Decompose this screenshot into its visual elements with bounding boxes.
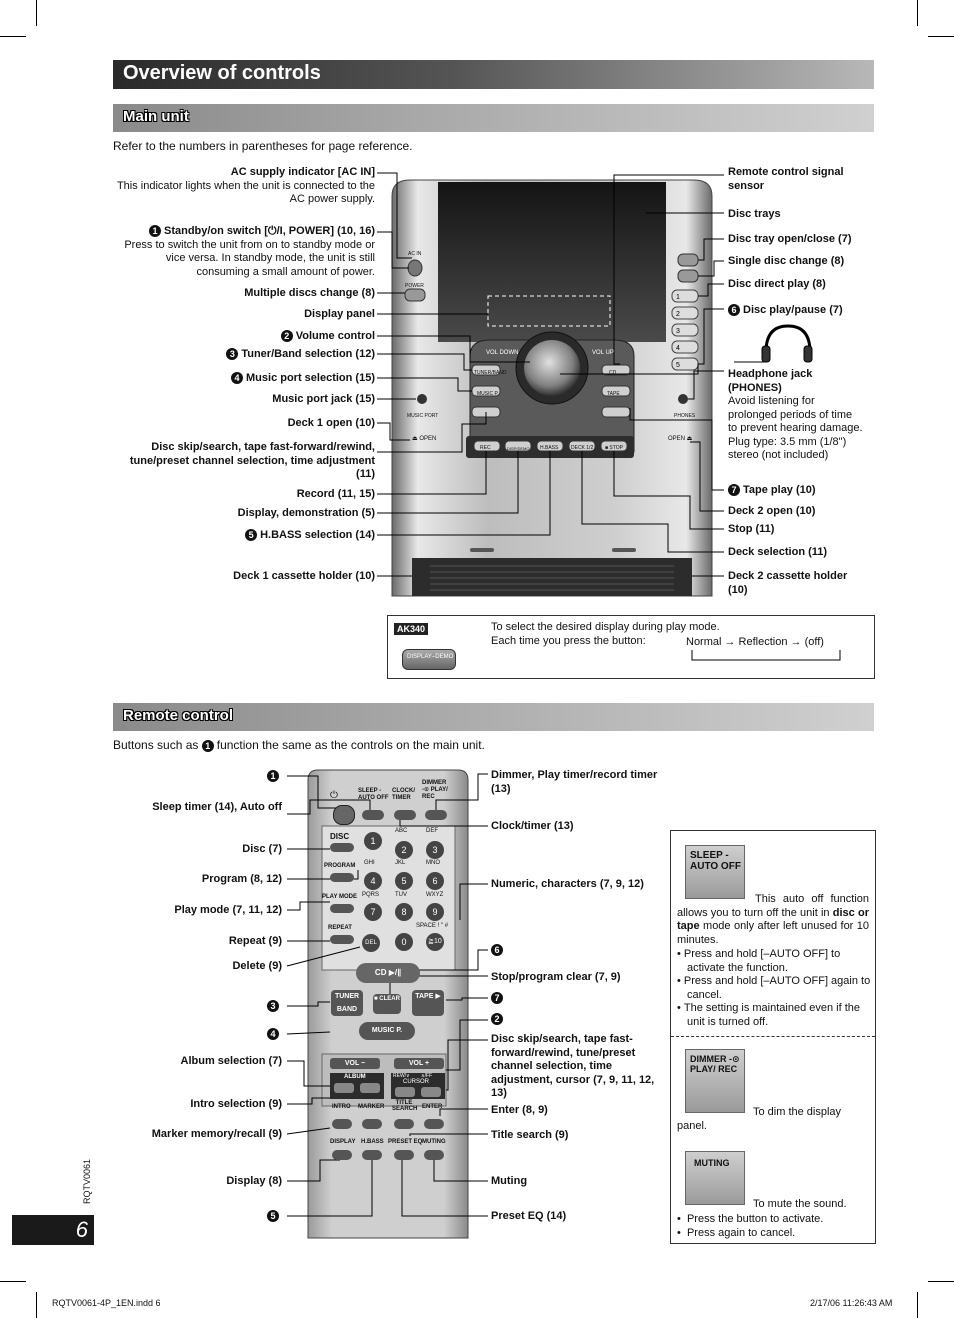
remote-row-display	[330, 1139, 450, 1169]
label-multi-disc: Multiple discs change (8)	[244, 287, 375, 299]
crop-mark	[917, 1292, 918, 1318]
ak340-box	[387, 615, 875, 679]
tray-open-button	[678, 254, 698, 266]
remote-clock-button[interactable]	[394, 810, 416, 820]
label-stop: Stop (11)	[728, 523, 775, 535]
remote-preset-label: PRESET EQ	[388, 1139, 423, 1145]
section-title: Main unit	[123, 108, 189, 125]
remote-disc-label: DISC	[330, 832, 350, 841]
remote-ff-button[interactable]	[421, 1087, 441, 1097]
footer-date: 2/17/06 11:26:43 AM	[810, 1298, 893, 1308]
remote-numpad	[360, 828, 460, 978]
unit-vol-up: VOL UP	[592, 350, 614, 356]
remote-repeat-button[interactable]	[330, 935, 354, 944]
label-tape-play: 7 Tape play (10)	[728, 484, 816, 498]
remote-letters-mno: MNO	[426, 860, 440, 866]
label-skip: Disc skip/search, tape fast-forward/rewind, tune/preset channel selection, time adjustment (11)	[129, 441, 375, 480]
sleep-bullet: • Press and hold [–AUTO OFF] to activate the function.	[677, 948, 841, 974]
label-play-mode: Play mode (7, 11, 12)	[174, 904, 282, 916]
label-intro: Intro selection (9)	[190, 1098, 282, 1110]
disc-direct-5-button[interactable]: 5	[676, 362, 680, 369]
remote-intro-label: INTRO	[332, 1104, 351, 1110]
single-disc-button	[678, 270, 698, 282]
doc-code-vertical: RQTV0061	[82, 1158, 92, 1204]
unit-vol-down: VOL DOWN	[486, 350, 519, 356]
label-enter: Enter (8, 9)	[491, 1104, 548, 1116]
remote-program-button[interactable]	[330, 873, 354, 882]
page-number: 6	[75, 1217, 88, 1242]
main-intro: Refer to the numbers in parentheses for page reference.	[113, 139, 413, 153]
label-ac-supply: AC supply indicator [AC IN] This indicator lights when the unit is connected to the AC power supply.	[116, 166, 375, 205]
sleep-bullets	[677, 948, 879, 1029]
power-switch	[408, 260, 422, 276]
display-demo-button-image: DISPLAY–DEMO	[402, 649, 456, 670]
unit-phones: PHONES	[674, 413, 696, 419]
remote-clock-label: CLOCK/ TIMER	[392, 788, 415, 801]
label-deck-selection: Deck selection (11)	[728, 546, 828, 558]
ak340-badge: AK340	[394, 623, 428, 635]
remote-power-button[interactable]	[333, 805, 355, 825]
label-marker: Marker memory/recall (9)	[151, 1128, 282, 1140]
label-record: Record (11, 15)	[296, 488, 375, 500]
remote-letters-wxyz: WXYZ	[426, 892, 444, 898]
remote-program-label: PROGRAM	[324, 863, 356, 869]
remote-dimmer-label: DIMMER -⊙ PLAY/ REC	[422, 780, 448, 800]
remote-display-button[interactable]	[332, 1150, 352, 1160]
label-single-disc: Single disc change (8)	[728, 255, 845, 267]
label-remote-7: 7	[491, 992, 506, 1006]
remote-title-label: TITLE SEARCH	[392, 1100, 418, 1112]
disc-direct-1-button[interactable]: 1	[676, 294, 680, 301]
unit-open-left[interactable]: ⏏ OPEN	[412, 436, 437, 442]
remote-vol-plus-button[interactable]: VOL +	[394, 1058, 444, 1069]
muting-button-image: MUTING	[685, 1151, 745, 1205]
footer-file: RQTV0061-4P_1EN.indd 6	[52, 1298, 161, 1308]
label-disc: Disc (7)	[242, 843, 282, 855]
ak340-cycle-return	[688, 650, 848, 664]
remote-muting-label: MUTING	[422, 1139, 446, 1145]
remote-cd-button[interactable]: CD ▶/∥	[356, 963, 420, 983]
page-number-tab	[12, 1215, 94, 1245]
remote-letters-pqrs: PQRS	[362, 892, 380, 898]
label-muting: Muting	[491, 1175, 528, 1187]
remote-num-6[interactable]: 6	[426, 872, 444, 890]
remote-cursor-label: CURSOR	[403, 1079, 430, 1085]
remote-del-button[interactable]: DEL	[362, 934, 380, 952]
disc-direct-4-button[interactable]: 4	[676, 345, 680, 352]
remote-marker-label: MARKER	[358, 1104, 385, 1110]
remote-display-label: DISPLAY	[330, 1139, 356, 1145]
label-remote-2: 2	[491, 1013, 506, 1027]
unit-open-right[interactable]: OPEN ⏏	[668, 436, 693, 442]
remote-num-8[interactable]: 8	[395, 903, 413, 921]
remote-letters-tuv: TUV	[395, 892, 407, 898]
label-remote-skip: Disc skip/search, tape fast-forward/rewind, tune/preset channel selection, time adjustment, cursor (7, 9, 11, 12, 13)	[491, 1033, 655, 1099]
unit-tape[interactable]: TAPE	[607, 391, 620, 397]
label-remote-4: 4	[130, 1028, 282, 1042]
ak340-line1: To select the desired display during play mode.	[491, 621, 720, 633]
unit-ac-in: AC IN	[408, 251, 422, 257]
remote-album-down-button[interactable]	[334, 1083, 354, 1093]
remote-intro-button[interactable]	[332, 1119, 352, 1129]
section-title: Remote control	[123, 707, 234, 724]
page-title: Overview of controls	[123, 62, 321, 84]
crop-mark	[36, 1292, 37, 1318]
label-display-panel: Display panel	[304, 308, 375, 320]
label-display: Display (8)	[226, 1175, 282, 1187]
remote-tape-button[interactable]: TAPE ▶	[412, 990, 444, 1016]
remote-letters-abc: ABC	[395, 828, 408, 834]
muting-bullet: • Press again to cancel.	[677, 1227, 796, 1239]
label-standby: 1 Standby/on switch [⏻/I, POWER] (10, 16) Press to switch the unit from on to standby mode or vice versa. In standby mode, the unit is still consuming a small amount of power.	[124, 225, 375, 278]
label-clock: Clock/timer (13)	[491, 820, 574, 832]
disc-trays	[438, 182, 666, 342]
remote-preset-button[interactable]	[394, 1150, 414, 1160]
remote-marker-button[interactable]	[362, 1119, 382, 1129]
sleep-description: This auto off function allows you to turn off the unit in disc or tape mode only after left unused for 10 minutes.	[677, 893, 869, 946]
label-volume: 2 Volume control	[110, 330, 375, 344]
label-disc-trays: Disc trays	[728, 208, 781, 220]
remote-ff-label: ∧/FF	[421, 1073, 433, 1079]
disc-direct-2-button[interactable]: 2	[676, 311, 680, 318]
ak340-line2: Each time you press the button:	[491, 635, 646, 647]
remote-muting-button[interactable]	[424, 1150, 444, 1160]
remote-power-symbol: ⏻	[330, 790, 338, 801]
remote-num-3[interactable]: 3	[426, 841, 444, 859]
remote-intro: Buttons such as 1 function the same as the controls on the main unit.	[113, 738, 485, 752]
label-tray-open: Disc tray open/close (7)	[728, 233, 852, 245]
remote-row-intro	[330, 1100, 450, 1134]
remote-album-up-button[interactable]	[360, 1083, 380, 1093]
side-info-box	[670, 830, 876, 1244]
remote-cursor-group	[391, 1073, 445, 1099]
label-delete: Delete (9)	[232, 960, 282, 972]
headphone-illustration	[734, 326, 812, 362]
label-dimmer: Dimmer, Play timer/record timer (13)	[491, 769, 658, 795]
dimmer-description: To dim the display panel.	[677, 1106, 842, 1132]
remote-music-p-button[interactable]: MUSIC P.	[359, 1022, 415, 1040]
crop-mark	[0, 1281, 26, 1282]
remote-num-4[interactable]: 4	[364, 872, 382, 890]
muting-description: To mute the sound.	[753, 1198, 847, 1210]
divider	[671, 1036, 875, 1037]
remote-num-5[interactable]: 5	[395, 872, 413, 890]
label-remote-6: 6	[491, 944, 506, 958]
remote-play-mode-label: PLAY MODE	[322, 894, 358, 900]
label-title-search: Title search (9)	[491, 1129, 569, 1141]
label-remote-5: 5	[130, 1210, 282, 1224]
dimmer-button-image: DIMMER -⊙ PLAY/ REC	[685, 1049, 745, 1113]
unit-disp[interactable]: DISP/DEMO	[507, 446, 530, 451]
remote-enter-label: ENTER	[422, 1104, 443, 1110]
remote-vol-minus-button[interactable]: VOL −	[330, 1058, 380, 1069]
section-header-remote	[113, 703, 874, 731]
sleep-bullet: • The setting is maintained even if the unit is turned off.	[677, 1002, 861, 1028]
unit-stop[interactable]: ■ STOP	[605, 445, 623, 451]
remote-letters-ghi: GHI	[364, 860, 375, 866]
label-deck2-open: Deck 2 open (10)	[728, 505, 816, 517]
remote-num-9[interactable]: 9	[426, 903, 444, 921]
remote-top-row	[330, 780, 448, 830]
music-port-jack-dot	[417, 394, 427, 404]
disc-direct-3-button[interactable]: 3	[676, 328, 680, 335]
remote-num-0[interactable]: 0	[395, 933, 413, 951]
label-deck2-holder: Deck 2 cassette holder (10)	[728, 570, 848, 596]
muting-bullets	[677, 1212, 869, 1240]
label-repeat: Repeat (9)	[228, 935, 282, 947]
label-display-demo: Display, demonstration (5)	[237, 507, 375, 519]
remote-hbass-label: H.BASS	[361, 1139, 384, 1145]
sleep-bullet: • Press and hold [–AUTO OFF] again to cancel.	[677, 975, 871, 1001]
remote-disc-button[interactable]	[330, 843, 354, 852]
remote-album-group	[330, 1073, 384, 1099]
label-tuner: 3 Tuner/Band selection (12)	[110, 348, 375, 362]
label-remote-3: 3	[130, 1000, 282, 1014]
unit-hbass[interactable]: H.BASS	[540, 445, 559, 451]
unit-power: POWER	[405, 283, 424, 289]
label-music-port: 4 Music port selection (15)	[110, 372, 375, 386]
remote-play-mode-button[interactable]	[330, 904, 354, 913]
remote-letters-jkl: JKL	[395, 860, 406, 866]
label-disc-direct: Disc direct play (8)	[728, 278, 826, 290]
unit-music-port: MUSIC PORT	[407, 413, 439, 419]
label-stop-clear: Stop/program clear (7, 9)	[491, 971, 621, 983]
remote-album-label: ALBUM	[344, 1074, 366, 1080]
unit-tuner-band[interactable]: TUNER/BAND	[474, 370, 507, 376]
remote-num-2[interactable]: 2	[395, 841, 413, 859]
remote-enter-button[interactable]	[424, 1119, 444, 1129]
label-sleep: Sleep timer (14), Auto off	[152, 801, 282, 813]
label-deck1-open: Deck 1 open (10)	[287, 417, 375, 429]
phones-jack-dot	[678, 394, 688, 404]
remote-num-7[interactable]: 7	[364, 903, 382, 921]
label-deck1-holder: Deck 1 cassette holder (10)	[233, 570, 375, 582]
remote-num-1[interactable]: 1	[364, 832, 382, 850]
remote-repeat-label: REPEAT	[328, 925, 352, 931]
label-hbass: 5 H.BASS selection (14)	[110, 529, 375, 543]
volume-control-knob	[524, 340, 580, 396]
unit-cd[interactable]: CD	[609, 370, 617, 376]
unit-music-p[interactable]: MUSIC P.	[477, 391, 499, 397]
label-album: Album selection (7)	[180, 1055, 282, 1067]
ak340-cycle: Normal → Reflection → (off)	[686, 636, 824, 648]
label-disc-play: 6 Disc play/pause (7)	[728, 304, 843, 318]
sleep-button-image: SLEEP -AUTO OFF	[685, 845, 745, 899]
remote-hbass-button[interactable]	[362, 1150, 382, 1160]
remote-sleep-label: SLEEP -AUTO OFF	[358, 788, 389, 801]
label-headphone: Headphone jack (PHONES) Avoid listening for prolonged periods of time to prevent hearing damage. Plug type: 3.5 mm (1/8") stereo (not included)	[728, 368, 863, 461]
remote-clear-button[interactable]: ■ CLEAR	[373, 994, 401, 1014]
label-music-jack: Music port jack (15)	[272, 393, 375, 405]
remote-ge10-button[interactable]: ≧10	[426, 933, 444, 951]
unit-rec[interactable]: REC	[480, 445, 491, 451]
remote-rew-label: REW/∨	[393, 1073, 410, 1079]
remote-title-button[interactable]	[394, 1119, 414, 1129]
label-program: Program (8, 12)	[201, 873, 282, 885]
remote-dimmer-button[interactable]	[425, 810, 447, 820]
muting-bullet: • Press the button to activate.	[677, 1213, 824, 1225]
remote-sleep-button[interactable]	[362, 810, 384, 820]
unit-deck12[interactable]: DECK 1/2	[571, 445, 594, 451]
remote-space-label: SPACE ! " #	[416, 923, 449, 929]
label-numeric: Numeric, characters (7, 9, 12)	[491, 878, 644, 890]
remote-tuner-button[interactable]: TUNER BAND	[331, 990, 363, 1016]
label-remote-sensor: Remote control signal sensor	[728, 166, 844, 192]
crop-mark	[928, 1281, 954, 1282]
label-remote-1: 1	[130, 770, 282, 784]
remote-rew-button[interactable]	[395, 1087, 415, 1097]
label-preset-eq: Preset EQ (14)	[491, 1210, 567, 1222]
remote-letters-def: DEF	[426, 828, 438, 834]
